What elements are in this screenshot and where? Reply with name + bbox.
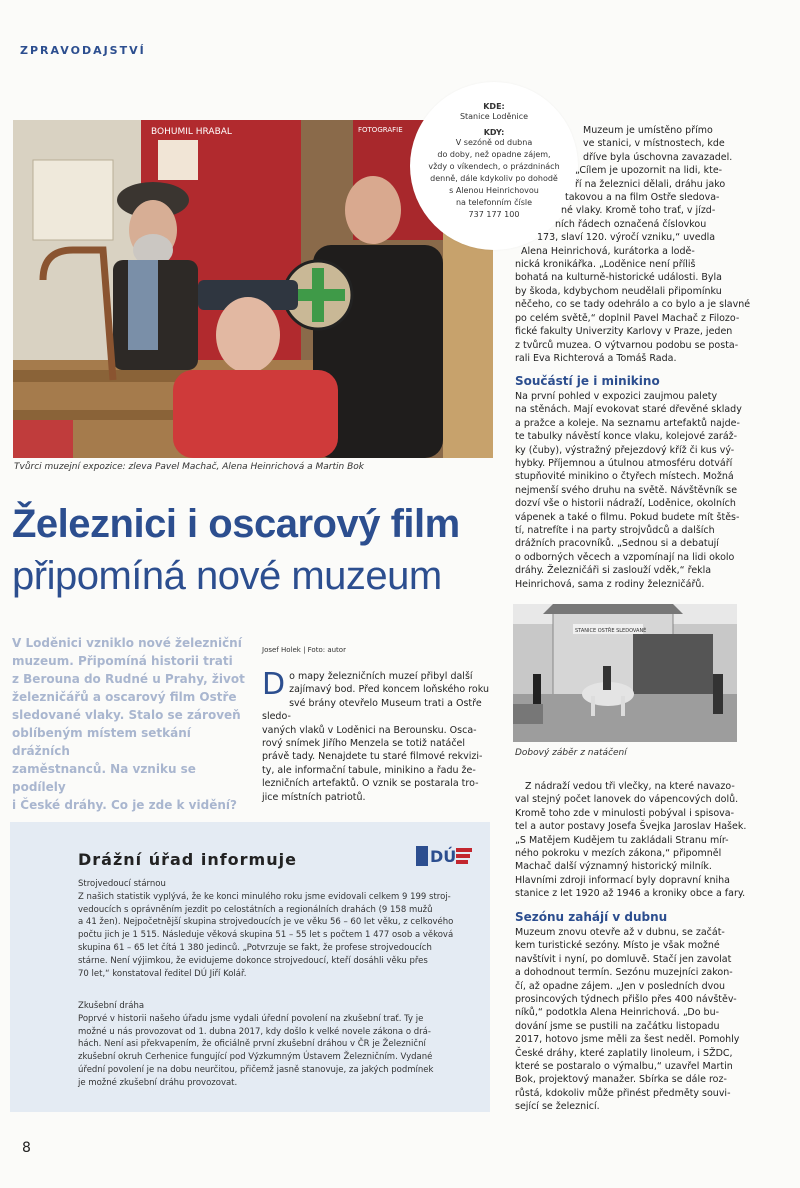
historic-photo-illustration [513, 604, 737, 742]
text-line: o mapy železničních muzeí přibyl další [289, 671, 473, 682]
text-line: Hlavními zdroji informací byly dopravní kniha [515, 874, 730, 886]
text-line: ty, ale informační tabule, minikino a řadu že- [262, 764, 476, 776]
text-line: sející se železnicí. [515, 1101, 600, 1113]
box-title: Drážní úřad informuje [78, 850, 297, 869]
lead-line: i České dráhy. Co je zde k vidění? [12, 798, 237, 812]
text-line: vápenek a také o filmu. Pokud budete mít štěs- [515, 511, 740, 523]
text-line: úřední povolení je na dobu neurčitou, přičemž jasně stanovuje, za jakých podmínek [78, 1064, 434, 1075]
sign-foto: FOTOGRAFIE [358, 126, 403, 134]
text-line: Kromě toho zde v minulosti pobýval i spisova- [515, 807, 735, 819]
text-line: „S Matějem Kudějem tu zakládali Stranu mír- [515, 834, 729, 846]
text-line: ních řádech označená číslovkou [555, 218, 707, 230]
text-line: něčeho, co se tady odehrálo a co bylo a je slavné [515, 299, 751, 311]
kde-label: KDE: [483, 102, 505, 111]
text-line: stárne. Není výjimkou, že evidujeme dokonce strojvedoucí, kteří dosáhli věku přes [78, 955, 428, 966]
kdy-line: s Alenou Heinrichovou [449, 186, 539, 195]
kdy-label: KDY: [483, 128, 505, 137]
intro-paragraph [262, 667, 502, 804]
box-subheading-1: Strojvedoucí stárnou [78, 879, 166, 889]
text-line: čí, až opadne zájem. „Jen v posledních dvou [515, 980, 726, 992]
text-line: 70 let,“ konstatoval ředitel DÚ Jiří Kolář. [78, 968, 247, 979]
text-line: stupňovité minikino o čtyřech místech. Možná [515, 471, 734, 483]
text-line: Muzeum znovu otevře až v dubnu, se začát- [515, 927, 725, 938]
text-line: na stěnách. Mají evokovat staré dřevěné sklady [515, 404, 742, 416]
text-line: nická kronikářka. „Loděnice není příliš [515, 259, 696, 271]
lead-line: sledované vlaky. Stalo se zároveň [12, 708, 241, 722]
text-line: Alena Heinrichová, kurátorka a lodě- [521, 245, 695, 257]
text-line: zajímavý bod. Před koncem loňského roku [289, 684, 489, 696]
historic-photo [513, 604, 737, 742]
text-line: je možné zkušební dráhu provozovat. [78, 1077, 238, 1088]
text-line: a pražce a koleje. Na seznamu artefaktů najde- [515, 417, 740, 429]
heading-soucasti: Součástí je i minikino [515, 374, 660, 388]
station-sign: STANICE OSTŘE SLEDOVANÉ [575, 628, 647, 634]
logo-text: DÚ [430, 847, 457, 866]
kdy-line: do doby, než opadne zájem, [437, 150, 551, 159]
right-column-mid [515, 780, 780, 901]
text-line: prosincových týdnech přišlo přes 400 návštěv- [515, 994, 737, 1006]
du-logo-icon [416, 844, 472, 868]
text-line: rový snímek Jiřího Menzela se totiž natáčel [262, 738, 466, 750]
lead-line: železničářů a oscarový film Ostře [12, 690, 237, 704]
kdy-line: na telefonním čísle [455, 198, 533, 207]
kde-value: Stanice Loděnice [459, 112, 529, 121]
sezona-text [515, 926, 780, 1114]
sign-hrabal: BOHUMIL HRABAL [151, 127, 232, 137]
du-logo [416, 844, 472, 868]
section-label: ZPRAVODAJSTVÍ [20, 44, 146, 57]
box-section-1 [78, 878, 486, 980]
text-line: Muzeum je umístěno přímo [583, 125, 713, 136]
text-line: Z nádraží vedou tři vlečky, na které navazo- [525, 781, 735, 792]
text-line: právě tady. Nenajdete tu staré filmové rekvizi- [262, 751, 483, 763]
text-line: níků,“ podotkla Alena Heinrichová. „Do bu- [515, 1007, 720, 1019]
text-line: fické fakulty Univerzity Karlovy v Praze, jeden [515, 326, 733, 338]
byline: Josef Holek | Foto: autor [262, 646, 346, 654]
text-line: po celém světě,“ doplnil Pavel Machač z Filozo- [515, 312, 740, 324]
text-line: dříve byla úschovna zavazadel. [583, 151, 733, 163]
soucasti-text [515, 390, 780, 591]
text-line: val stejný počet lanovek do vápencových dolů. [515, 794, 739, 806]
text-line: hybky. Příjemnou a útulnou atmosféru dotváří [515, 458, 733, 470]
text-line: z tvůrců muzea. O výtvarnou podobu se posta- [515, 339, 739, 351]
historic-photo-caption: Dobový záběr z natáčení [515, 748, 627, 758]
text-line: Poprvé v historii našeho úřadu jsme vydali úřední povolení na zkušební trať. Ty je [78, 1013, 424, 1024]
headline-line-1: Železnici i oscarový film [12, 502, 460, 546]
text-line: jice místních patriotů. [262, 791, 366, 803]
kdy-line: vždy o víkendech, o prázdninách [428, 162, 560, 171]
headline [12, 498, 512, 602]
text-line: zkušební okruh Cerhenice fungující pod Výzkumným Ústavem Železničním. Vydané [78, 1052, 433, 1063]
text-line: tí, natrefíte i na party strojvůdců a dalších [515, 525, 715, 537]
text-line: růstá, kdokoliv může přinést předměty souvi- [515, 1087, 731, 1099]
text-line: kem turistické sezóny. Místo je však možné [515, 940, 720, 952]
text-line: o odborných věcech a vzpomínají na lidi okolo [515, 551, 735, 563]
text-line: ve stanici, v místnostech, kde [583, 138, 725, 150]
text-line: 173, slaví 120. výročí vzniku,“ uvedla [537, 232, 716, 244]
text-line: 2017, hotovo jsme měli za šest neděl. Pomohly [515, 1034, 740, 1046]
lead-paragraph [12, 634, 252, 814]
text-line: své brány otevřelo Museum trati a Ostře sledo- [262, 697, 482, 723]
text-line: ného pokroku v mezích zákona,“ připomněl [515, 848, 722, 860]
text-line: dráhy. Železničáři si zaslouží vděk,“ řekla [515, 565, 712, 577]
text-line: „Cílem je upozornit na lidi, kte- [575, 165, 723, 177]
text-line: a 41 žen). Nejpočetnější skupina strojvedoucích je ve věku 56 – 60 let věku, z celkového [78, 917, 454, 928]
lead-line: oblíbeným místem setkání drážních [12, 726, 191, 758]
heading-sezona: Sezónu zahájí v dubnu [515, 910, 668, 924]
lead-line: z Berouna do Rudné u Prahy, život [12, 672, 245, 686]
text-line: drážních pracovníků. „Sednou si a debatují [515, 538, 719, 550]
text-line: Bok, projektový manažer. Sbírka se dále roz- [515, 1074, 727, 1086]
text-line: a dohodnout termín. Sezónu muzejníci zakon- [515, 967, 733, 979]
text-line: které se postaralo o výmalbu,“ uzavřel Martin [515, 1061, 733, 1073]
text-line: počtu jich je 1 515. Následuje věková skupina 51 – 55 let s počtem 1 477 osob a věková [78, 930, 454, 941]
right-column-top [515, 124, 780, 365]
kdy-line: 737 177 100 [468, 210, 520, 219]
text-line: tel a autor postavy Josefa Švejka Jaroslav Hašek. [515, 821, 747, 833]
text-line: te tabulky návěstí konce vlaku, kolejové zaráž- [515, 431, 738, 443]
text-line: nejmenší svého druhu na světě. Návštěvník se [515, 484, 738, 496]
drop-cap: D [262, 667, 286, 702]
lead-line: muzeum. Připomíná historii trati [12, 654, 233, 668]
text-line: bohatá na kulturně-historické události. Byla [515, 272, 722, 284]
box-section-2 [78, 1000, 486, 1090]
text-line: hách. Není asi překvapením, že oficiálně první zkušební dráhou v ČR je Železniční [78, 1039, 426, 1050]
page-number: 8 [22, 1140, 31, 1156]
text-line: rali Eva Richterová a Tomáš Rada. [515, 352, 677, 364]
text-line: dozví vše o historii nádraží, Loděnice, okolních [515, 498, 736, 510]
kdy-line: V sezóně od dubna [455, 138, 533, 147]
text-line: Z našich statistik vyplývá, že ke konci minulého roku jsme evidovali celkem 9 199 stroj- [78, 891, 451, 902]
headline-line-2: připomíná nové muzeum [12, 554, 442, 598]
text-line: dování jsme se pustili na začátku listopadu [515, 1020, 720, 1032]
text-line: možné u nás provozovat od 1. dubna 2017, kdy došlo k velké novele zákona o drá- [78, 1026, 431, 1037]
text-line: Machač další významný historický milník. [515, 861, 712, 873]
text-line: ří na železnici dělali, dráhu jako [575, 178, 726, 190]
text-line: ky (čuby), výstražný přejezdový kříž či kus vý- [515, 444, 735, 456]
text-line: lezničních artefaktů. O vznik se postarala tro- [262, 778, 479, 790]
text-line: né vlaky. Kromě toho trať, v jízd- [561, 205, 716, 217]
kdy-line: denně, dále kdykoliv po dohodě [430, 174, 558, 183]
lead-line: V Loděnici vzniklo nové železniční [12, 636, 242, 650]
text-line: by škoda, kdybychom neudělali připomínku [515, 285, 722, 297]
text-line: České dráhy, které zaplatily linoleum, i SŽDC, [515, 1047, 733, 1059]
text-line: skupina 61 – 65 let čítá 1 380 jedinců. „Potvrzuje se fakt, že profese strojvedoucích [78, 942, 432, 953]
text-line: Na první pohled v expozici zaujmou palety [515, 391, 718, 402]
box-subheading-2: Zkušební dráha [78, 1001, 145, 1011]
text-line: vedoucích s oprávněním jezdit po celostátních a regionálních drahách (9 158 mužů [78, 904, 433, 915]
lead-line: zaměstnanců. Na vzniku se podílely [12, 762, 196, 794]
text-line: Heinrichová, sama z rodiny železničářů. [515, 578, 705, 590]
text-line: takovou a na film Ostře sledova- [565, 192, 720, 204]
photo-caption: Tvůrci muzejní expozice: zleva Pavel Machač, Alena Heinrichová a Martin Bok [14, 462, 364, 472]
text-line: stanice z let 1920 až 1946 a kroniky obce a fary. [515, 888, 746, 900]
text-line: vaných vlaků v Loděnici na Berounsku. Osca- [262, 724, 477, 736]
text-line: navštívit i nyní, po domluvě. Stačí jen zavolat [515, 953, 732, 965]
